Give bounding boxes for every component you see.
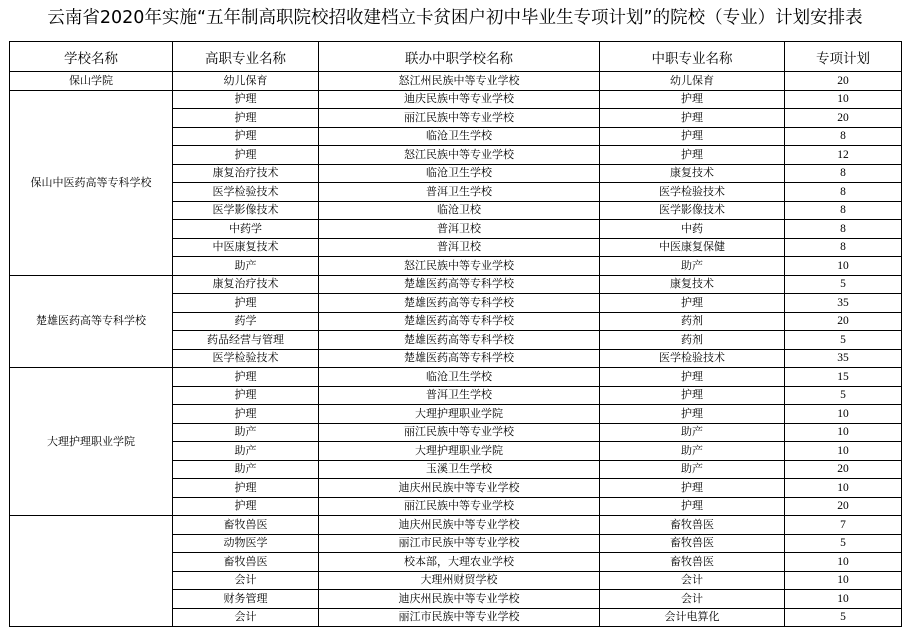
quota-cell: 8 [785,183,902,202]
header-school: 学校名称 [10,42,173,72]
school-name-cell: 楚雄医药高等专科学校 [10,275,173,368]
partner-school-cell: 迪庆州民族中等专业学校 [319,590,600,609]
quota-cell: 12 [785,146,902,165]
major-cell: 护理 [173,90,319,109]
table-body [10,72,902,627]
quota-cell: 7 [785,516,902,535]
quota-cell: 8 [785,127,902,146]
major-cell: 动物医学 [173,534,319,553]
partner-school-cell: 丽江市民族中等专业学校 [319,608,600,627]
secondary-major-cell: 助产 [600,460,785,479]
partner-school-cell: 怒江民族中等专业学校 [319,146,600,165]
secondary-major-cell: 医学检验技术 [600,349,785,368]
secondary-major-cell: 会计电算化 [600,608,785,627]
partner-school-cell: 临沧卫生学校 [319,164,600,183]
major-cell: 康复治疗技术 [173,164,319,183]
major-cell: 中医康复技术 [173,238,319,257]
partner-school-cell: 临沧卫生学校 [319,368,600,387]
table-row [10,275,902,294]
table-header [10,42,902,72]
secondary-major-cell: 助产 [600,442,785,461]
partner-school-cell: 楚雄医药高等专科学校 [319,331,600,350]
partner-school-cell: 怒江民族中等专业学校 [319,257,600,276]
partner-school-cell: 怒江州民族中等专业学校 [319,72,600,91]
quota-cell: 20 [785,497,902,516]
major-cell: 护理 [173,109,319,128]
quota-cell: 15 [785,368,902,387]
major-cell: 护理 [173,405,319,424]
quota-cell: 35 [785,294,902,313]
secondary-major-cell: 护理 [600,405,785,424]
major-cell: 会计 [173,571,319,590]
header-secondary-major: 中职专业名称 [600,42,785,72]
secondary-major-cell: 护理 [600,386,785,405]
secondary-major-cell: 护理 [600,146,785,165]
quota-cell: 5 [785,608,902,627]
quota-cell: 10 [785,571,902,590]
partner-school-cell: 迪庆州民族中等专业学校 [319,516,600,535]
major-cell: 护理 [173,294,319,313]
secondary-major-cell: 护理 [600,109,785,128]
quota-cell: 10 [785,590,902,609]
major-cell: 畜牧兽医 [173,516,319,535]
partner-school-cell: 普洱卫生学校 [319,183,600,202]
table-row [10,90,902,109]
secondary-major-cell: 康复技术 [600,275,785,294]
major-cell: 药学 [173,312,319,331]
major-cell: 助产 [173,460,319,479]
secondary-major-cell: 医学影像技术 [600,201,785,220]
quota-cell: 5 [785,386,902,405]
major-cell: 医学影像技术 [173,201,319,220]
school-name-cell: 保山学院 [10,72,173,91]
partner-school-cell: 楚雄医药高等专科学校 [319,294,600,313]
partner-school-cell: 大理州财贸学校 [319,571,600,590]
secondary-major-cell: 畜牧兽医 [600,553,785,572]
major-cell: 中药学 [173,220,319,239]
major-cell: 护理 [173,368,319,387]
quota-cell: 8 [785,164,902,183]
secondary-major-cell: 护理 [600,368,785,387]
partner-school-cell: 普洱卫生学校 [319,386,600,405]
partner-school-cell: 大理护理职业学院 [319,442,600,461]
secondary-major-cell: 医学检验技术 [600,183,785,202]
header-row [10,42,902,72]
partner-school-cell: 玉溪卫生学校 [319,460,600,479]
secondary-major-cell: 护理 [600,294,785,313]
quota-cell: 5 [785,331,902,350]
secondary-major-cell: 护理 [600,479,785,498]
major-cell: 康复治疗技术 [173,275,319,294]
secondary-major-cell: 助产 [600,257,785,276]
header-major: 高职专业名称 [173,42,319,72]
partner-school-cell: 楚雄医药高等专科学校 [319,312,600,331]
quota-cell: 10 [785,442,902,461]
partner-school-cell: 楚雄医药高等专科学校 [319,275,600,294]
quota-cell: 8 [785,201,902,220]
partner-school-cell: 校本部，大理农业学校 [319,553,600,572]
major-cell: 护理 [173,146,319,165]
major-cell: 护理 [173,497,319,516]
quota-cell: 20 [785,109,902,128]
major-cell: 医学检验技术 [173,349,319,368]
partner-school-cell: 临沧卫校 [319,201,600,220]
major-cell: 护理 [173,479,319,498]
school-name-cell: 保山中医药高等专科学校 [10,90,173,275]
partner-school-cell: 丽江民族中等专业学校 [319,423,600,442]
major-cell: 幼儿保育 [173,72,319,91]
major-cell: 畜牧兽医 [173,553,319,572]
table-row [10,516,902,535]
partner-school-cell: 普洱卫校 [319,238,600,257]
partner-school-cell: 丽江民族中等专业学校 [319,109,600,128]
quota-cell: 5 [785,275,902,294]
partner-school-cell: 普洱卫校 [319,220,600,239]
secondary-major-cell: 助产 [600,423,785,442]
secondary-major-cell: 护理 [600,127,785,146]
quota-cell: 8 [785,220,902,239]
major-cell: 助产 [173,257,319,276]
header-partner: 联办中职学校名称 [319,42,600,72]
major-cell: 医学检验技术 [173,183,319,202]
partner-school-cell: 迪庆州民族中等专业学校 [319,479,600,498]
secondary-major-cell: 畜牧兽医 [600,516,785,535]
secondary-major-cell: 康复技术 [600,164,785,183]
secondary-major-cell: 会计 [600,590,785,609]
major-cell: 药品经营与管理 [173,331,319,350]
secondary-major-cell: 护理 [600,497,785,516]
quota-cell: 35 [785,349,902,368]
major-cell: 会计 [173,608,319,627]
major-cell: 护理 [173,127,319,146]
major-cell: 护理 [173,386,319,405]
document-title: 云南省2020年实施“五年制高职院校招收建档立卡贫困户初中毕业生专项计划”的院校（专业）计划安排表 [47,8,863,28]
plan-table [9,41,902,627]
quota-cell: 10 [785,405,902,424]
quota-cell: 20 [785,72,902,91]
quota-cell: 10 [785,423,902,442]
partner-school-cell: 丽江民族中等专业学校 [319,497,600,516]
quota-cell: 5 [785,534,902,553]
quota-cell: 10 [785,90,902,109]
quota-cell: 8 [785,238,902,257]
partner-school-cell: 丽江市民族中等专业学校 [319,534,600,553]
partner-school-cell: 临沧卫生学校 [319,127,600,146]
major-cell: 财务管理 [173,590,319,609]
partner-school-cell: 大理护理职业学院 [319,405,600,424]
secondary-major-cell: 会计 [600,571,785,590]
quota-cell: 10 [785,479,902,498]
secondary-major-cell: 中医康复保健 [600,238,785,257]
school-name-cell: 大理护理职业学院 [10,368,173,516]
quota-cell: 10 [785,553,902,572]
secondary-major-cell: 畜牧兽医 [600,534,785,553]
header-quota: 专项计划 [785,42,902,72]
secondary-major-cell: 药剂 [600,331,785,350]
secondary-major-cell: 幼儿保育 [600,72,785,91]
partner-school-cell: 迪庆民族中等专业学校 [319,90,600,109]
school-name-cell [10,516,173,627]
secondary-major-cell: 药剂 [600,312,785,331]
partner-school-cell: 楚雄医药高等专科学校 [319,349,600,368]
secondary-major-cell: 护理 [600,90,785,109]
major-cell: 助产 [173,423,319,442]
secondary-major-cell: 中药 [600,220,785,239]
quota-cell: 20 [785,312,902,331]
quota-cell: 20 [785,460,902,479]
table-row [10,72,902,91]
major-cell: 助产 [173,442,319,461]
table-row [10,368,902,387]
quota-cell: 10 [785,257,902,276]
